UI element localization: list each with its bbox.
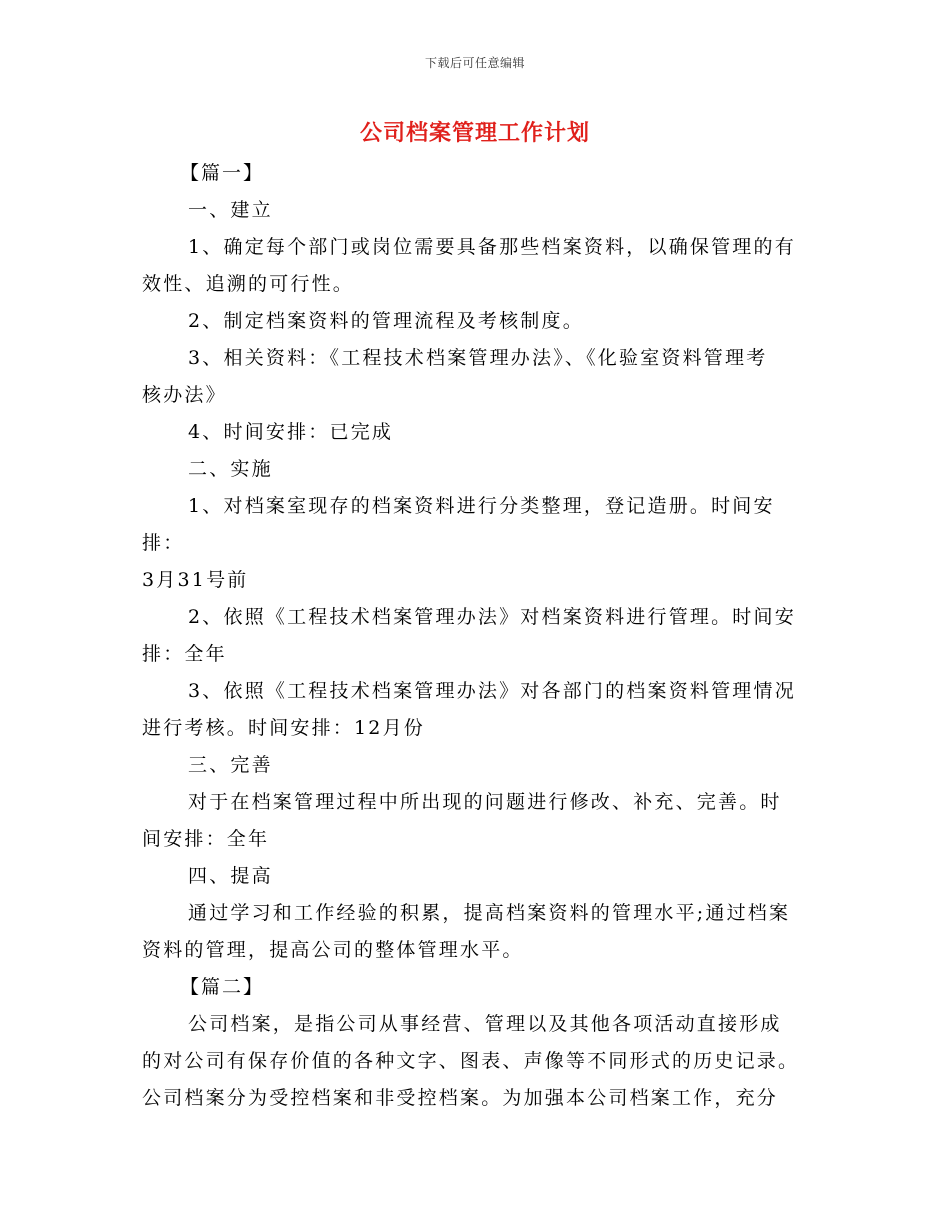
paragraph-line: 进行考核。时间安排：12月份 — [142, 717, 425, 739]
paragraph-line: 2、制定档案资料的管理流程及考核制度。 — [188, 310, 584, 332]
paragraph-line: 公司档案分为受控档案和非受控档案。为加强本公司档案工作，充分 — [142, 1087, 779, 1109]
paragraph-line: 二、实施 — [188, 458, 273, 480]
paragraph — [142, 747, 812, 784]
paragraph-line: 核办法》 — [142, 384, 227, 406]
page-header: 下载后可任意编辑 — [424, 56, 525, 70]
paragraph-line: 效性、追溯的可行性。 — [142, 273, 355, 295]
paragraph-line: 的对公司有保存价值的各种文字、图表、声像等不同形式的历史记录。 — [142, 1050, 800, 1072]
paragraph-line: 2、依照《工程技术档案管理办法》对档案资料进行管理。时间安 — [188, 606, 796, 628]
paragraph-line: 一、建立 — [188, 199, 273, 221]
paragraph-line: 四、提高 — [188, 865, 273, 887]
paragraph — [142, 451, 812, 488]
paragraph-line: 1、确定每个部门或岗位需要具备那些档案资料，以确保管理的有 — [188, 236, 796, 258]
paragraph — [142, 340, 812, 414]
paragraph-line: 1、对档案室现存的档案资料进行分类整理，登记造册。时间安排： — [142, 495, 775, 554]
paragraph — [142, 303, 812, 340]
section-heading: 【篇二】 — [180, 976, 265, 998]
paragraph — [142, 673, 812, 747]
paragraph — [142, 229, 812, 303]
section-heading: 【篇一】 — [180, 162, 265, 184]
paragraph-line: 三、完善 — [188, 754, 273, 776]
paragraph — [142, 895, 812, 969]
paragraph — [142, 414, 812, 451]
paragraph-line: 排：全年 — [142, 643, 227, 665]
paragraph-line: 3、相关资料：《工程技术档案管理办法》、《化验室资料管理考 — [188, 347, 768, 369]
paragraph — [142, 488, 812, 599]
document-body — [142, 155, 812, 1117]
paragraph-line: 4、时间安排：已完成 — [188, 421, 394, 443]
paragraph-line: 资料的管理，提高公司的整体管理水平。 — [142, 939, 524, 961]
paragraph-line: 3、依照《工程技术档案管理办法》对各部门的档案资料管理情况 — [188, 680, 796, 702]
document-title: 公司档案管理工作计划 — [359, 120, 590, 146]
paragraph-line: 对于在档案管理过程中所出现的问题进行修改、补充、完善。时 — [188, 791, 782, 813]
paragraph — [142, 784, 812, 858]
paragraph — [142, 858, 812, 895]
paragraph-line: 通过学习和工作经验的积累，提高档案资料的管理水平;通过档案 — [188, 902, 791, 924]
paragraph-line: 3月31号前 — [142, 569, 249, 591]
paragraph — [142, 1006, 812, 1117]
paragraph — [142, 192, 812, 229]
paragraph-line: 间安排：全年 — [142, 828, 270, 850]
paragraph — [142, 599, 812, 673]
paragraph-line: 公司档案，是指公司从事经营、管理以及其他各项活动直接形成 — [188, 1013, 782, 1035]
